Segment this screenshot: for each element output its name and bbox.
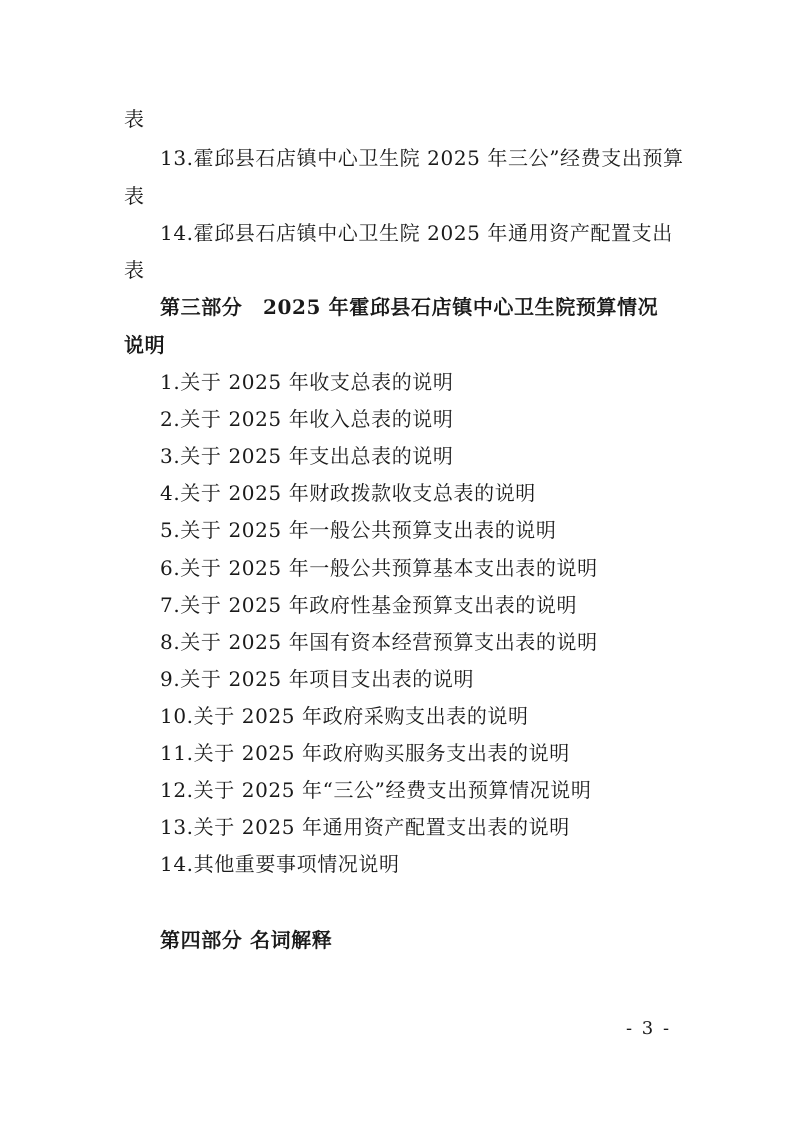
list-item: 5.关于 2025 年一般公共预算支出表的说明: [160, 518, 557, 542]
list-item: 2.关于 2025 年收入总表的说明: [160, 407, 454, 431]
list-item: 7.关于 2025 年政府性基金预算支出表的说明: [160, 593, 578, 617]
list-item: 14.其他重要事项情况说明: [160, 852, 400, 876]
list-item-wrap: 表: [124, 258, 145, 282]
list-item: 1.关于 2025 年收支总表的说明: [160, 370, 454, 394]
list-item: 6.关于 2025 年一般公共预算基本支出表的说明: [160, 556, 598, 580]
list-item: 4.关于 2025 年财政拨款收支总表的说明: [160, 481, 536, 505]
list-item: 8.关于 2025 年国有资本经营预算支出表的说明: [160, 630, 598, 654]
list-item: 13.关于 2025 年通用资产配置支出表的说明: [160, 815, 570, 839]
list-item: 11.关于 2025 年政府购买服务支出表的说明: [160, 741, 570, 765]
page-number: - 3 -: [626, 1018, 672, 1039]
section-heading: 第四部分 名词解释: [160, 928, 333, 952]
list-item: 12.关于 2025 年“三公”经费支出预算情况说明: [160, 778, 592, 802]
list-item: 9.关于 2025 年项目支出表的说明: [160, 667, 475, 691]
list-item: 3.关于 2025 年支出总表的说明: [160, 444, 454, 468]
section-heading-wrap: 说明: [124, 333, 166, 357]
section-heading: 第三部分 2025 年霍邱县石店镇中心卫生院预算情况: [160, 295, 659, 319]
list-item: 10.关于 2025 年政府采购支出表的说明: [160, 704, 529, 728]
list-item: 14.霍邱县石店镇中心卫生院 2025 年通用资产配置支出: [160, 221, 673, 245]
list-item: 13.霍邱县石店镇中心卫生院 2025 年三公”经费支出预算: [160, 146, 684, 170]
list-item-wrap: 表: [124, 184, 145, 208]
continuation-text: 表: [124, 107, 145, 131]
